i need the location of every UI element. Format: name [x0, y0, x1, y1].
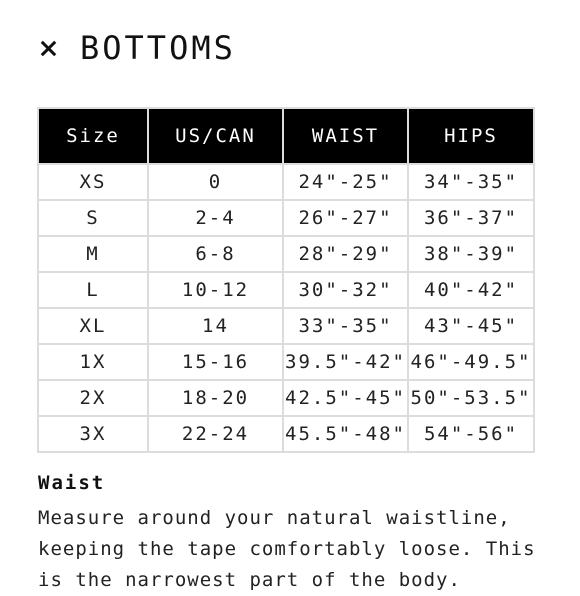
column-header-hips: HIPS	[408, 108, 534, 164]
table-row	[38, 344, 534, 380]
hips-cell: 50"-53.5"	[408, 380, 534, 416]
us-can-cell: 14	[148, 308, 283, 344]
waist-cell: 28"-29"	[283, 236, 408, 272]
size-cell: M	[38, 236, 148, 272]
waist-cell: 24"-25"	[283, 164, 408, 200]
waist-section-description: Measure around your natural waistline, keeping the tape comfortably loose. This is the narrowest part of the body.	[38, 507, 536, 591]
column-header-size: Size	[38, 108, 148, 164]
waist-cell: 26"-27"	[283, 200, 408, 236]
size-chart-table	[37, 107, 535, 453]
column-header-waist: WAIST	[283, 108, 408, 164]
size-cell: 2X	[38, 380, 148, 416]
close-icon[interactable]	[38, 38, 58, 58]
waist-cell: 33"-35"	[283, 308, 408, 344]
hips-cell: 40"-42"	[408, 272, 534, 308]
hips-cell: 38"-39"	[408, 236, 534, 272]
waist-section-heading: Waist	[38, 472, 106, 494]
table-row	[38, 308, 534, 344]
table-row	[38, 272, 534, 308]
waist-cell: 30"-32"	[283, 272, 408, 308]
column-header-us-can: US/CAN	[148, 108, 283, 164]
table-row	[38, 200, 534, 236]
size-cell: L	[38, 272, 148, 308]
hips-cell: 43"-45"	[408, 308, 534, 344]
us-can-cell: 18-20	[148, 380, 283, 416]
hips-cell: 46"-49.5"	[408, 344, 534, 380]
size-cell: XL	[38, 308, 148, 344]
waist-cell: 42.5"-45"	[283, 380, 408, 416]
size-cell: 1X	[38, 344, 148, 380]
table-header-row	[38, 108, 534, 164]
page-title: BOTTOMS	[80, 29, 236, 67]
size-cell: 3X	[38, 416, 148, 452]
hips-cell: 34"-35"	[408, 164, 534, 200]
table-row	[38, 416, 534, 452]
us-can-cell: 2-4	[148, 200, 283, 236]
modal-header	[38, 26, 236, 70]
hips-cell: 36"-37"	[408, 200, 534, 236]
us-can-cell: 15-16	[148, 344, 283, 380]
us-can-cell: 0	[148, 164, 283, 200]
us-can-cell: 10-12	[148, 272, 283, 308]
us-can-cell: 22-24	[148, 416, 283, 452]
waist-cell: 45.5"-48"	[283, 416, 408, 452]
table-row	[38, 164, 534, 200]
waist-cell: 39.5"-42"	[283, 344, 408, 380]
us-can-cell: 6-8	[148, 236, 283, 272]
size-cell: XS	[38, 164, 148, 200]
table-row	[38, 380, 534, 416]
table-row	[38, 236, 534, 272]
size-cell: S	[38, 200, 148, 236]
hips-cell: 54"-56"	[408, 416, 534, 452]
